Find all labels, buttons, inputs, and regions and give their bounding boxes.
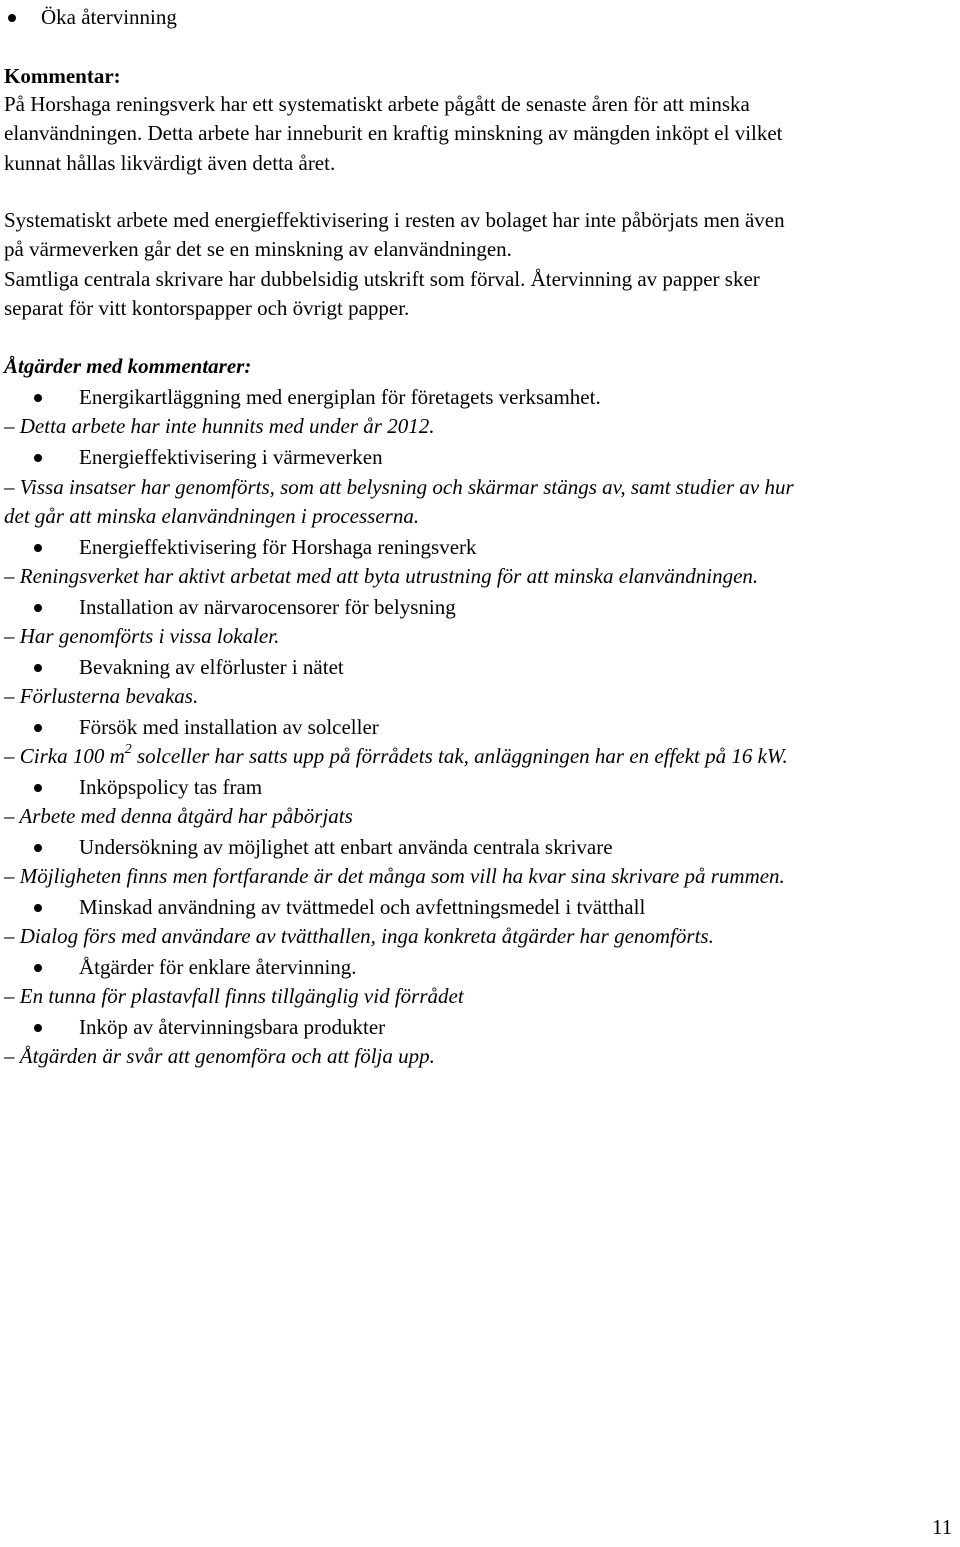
action-comment: – En tunna för plastavfall finns tillgänglig vid förrådet <box>4 984 464 1008</box>
superscript: 2 <box>124 742 132 757</box>
action-title: Energikartläggning med energiplan för företagets verksamhet. <box>79 385 601 409</box>
bullet-icon <box>34 964 42 972</box>
action-comment: – Reningsverket har aktivt arbetat med att byta utrustning för att minska elanvändningen. <box>4 564 759 588</box>
comment-text: solceller har satts upp på förrådets tak, anläggningen har en effekt på 16 kW. <box>131 744 788 768</box>
paragraph-line: Systematiskt arbete med energieffektivisering i resten av bolaget har inte påbörjats men även <box>4 208 785 232</box>
paragraph-line: på värmeverken går det se en minskning av elanvändningen. <box>4 237 512 261</box>
action-title: Energieffektivisering för Horshaga reningsverk <box>79 535 477 559</box>
action-comment: – Möjligheten finns men fortfarande är det många som vill ha kvar sina skrivare på rummen. <box>4 864 785 888</box>
bullet-text: Öka återvinning <box>41 5 177 29</box>
action-title: Installation av närvarocensorer för belysning <box>79 595 456 619</box>
kommentar-heading: Kommentar: <box>4 64 121 88</box>
action-title: Undersökning av möjlighet att enbart använda centrala skrivare <box>79 835 613 859</box>
bullet-icon <box>34 394 42 402</box>
paragraph-line: elanvändningen. Detta arbete har inneburit en kraftig minskning av mängden inköpt el vilket <box>4 121 783 145</box>
bullet-icon <box>34 844 42 852</box>
action-title: Åtgärder för enklare återvinning. <box>79 955 357 979</box>
action-comment <box>4 741 788 771</box>
paragraph-line: På Horshaga reningsverk har ett systematiskt arbete pågått de senaste åren för att minska <box>4 92 750 116</box>
bullet-icon <box>8 14 16 22</box>
bullet-icon <box>34 1024 42 1032</box>
action-title: Inköp av återvinningsbara produkter <box>79 1015 386 1039</box>
paragraph-line: separat för vitt kontorspapper och övrigt papper. <box>4 296 410 320</box>
bullet-icon <box>34 664 42 672</box>
action-title: Bevakning av elförluster i nätet <box>79 655 344 679</box>
bullet-icon <box>34 784 42 792</box>
comment-text: – Cirka 100 m <box>4 744 125 768</box>
action-comment: – Detta arbete har inte hunnits med under år 2012. <box>4 414 435 438</box>
action-comment: det går att minska elanvändningen i processerna. <box>4 504 420 528</box>
bullet-icon <box>34 544 42 552</box>
action-comment: – Arbete med denna åtgärd har påbörjats <box>4 804 353 828</box>
action-title: Försök med installation av solceller <box>79 715 379 739</box>
action-comment: – Åtgärden är svår att genomföra och att följa upp. <box>4 1044 435 1068</box>
action-title: Minskad användning av tvättmedel och avfettningsmedel i tvätthall <box>79 895 646 919</box>
action-comment: – Dialog förs med användare av tvätthallen, inga konkreta åtgärder har genomförts. <box>4 924 714 948</box>
action-comment: – Har genomförts i vissa lokaler. <box>4 624 280 648</box>
bullet-icon <box>34 904 42 912</box>
action-title: Inköpspolicy tas fram <box>79 775 263 799</box>
bullet-icon <box>34 724 42 732</box>
action-title: Energieffektivisering i värmeverken <box>79 445 383 469</box>
action-comment: – Förlusterna bevakas. <box>4 684 199 708</box>
paragraph-line: Samtliga centrala skrivare har dubbelsidig utskrift som förval. Återvinning av papper sker <box>4 267 760 291</box>
action-comment: – Vissa insatser har genomförts, som att belysning och skärmar stängs av, samt studier av hur <box>4 475 794 499</box>
page-number: 11 <box>932 1515 953 1539</box>
bullet-icon <box>34 604 42 612</box>
paragraph-line: kunnat hållas likvärdigt även detta året. <box>4 151 336 175</box>
bullet-icon <box>34 454 42 462</box>
atgarder-heading: Åtgärder med kommentarer: <box>4 354 252 378</box>
